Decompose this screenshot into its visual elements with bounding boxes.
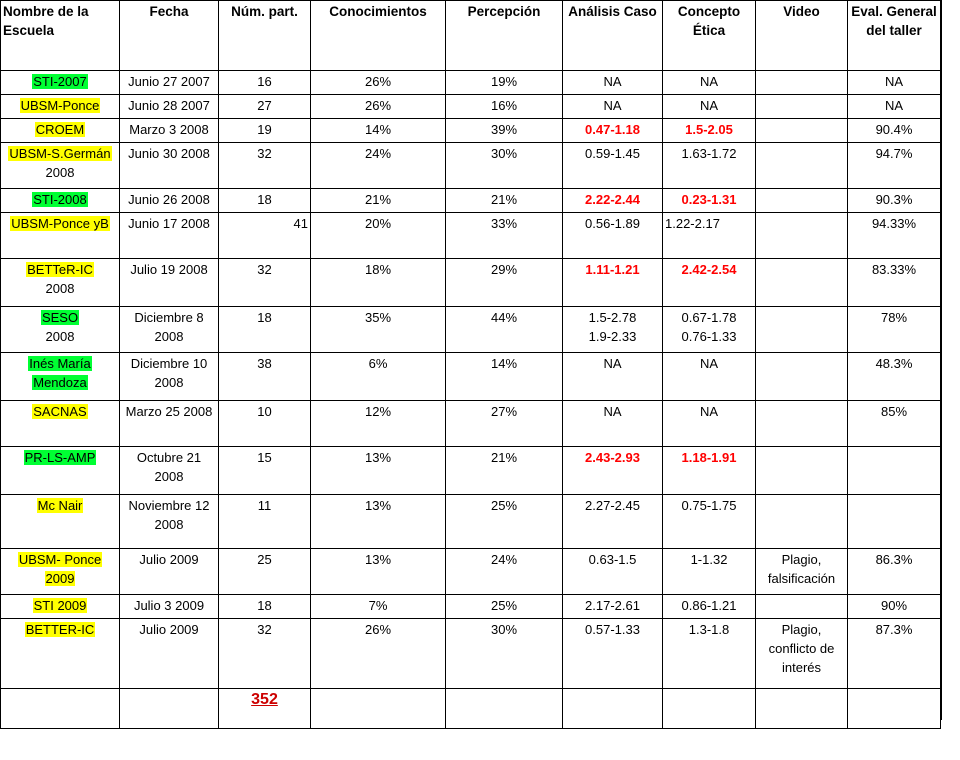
cell-date [120, 447, 219, 495]
cell-eval-general: 94.7% [848, 143, 941, 189]
cell-conocimientos: 18% [311, 259, 446, 307]
cell-line: Junio 27 2007 [128, 74, 210, 89]
cell-line: 2008 [154, 329, 184, 344]
header-video: Video [756, 1, 848, 71]
cell-line: 1.9-2.33 [588, 329, 637, 344]
school-name-line [3, 144, 117, 163]
school-name-text: Mendoza [33, 375, 87, 390]
cell-line: 2.43-2.93 [585, 450, 640, 465]
school-name-text: UBSM- Ponce [18, 552, 102, 567]
cell-date [120, 213, 219, 259]
school-name-text: 2008 [45, 329, 75, 344]
cell-line: 0.75-1.75 [681, 498, 737, 513]
cell-video [756, 95, 848, 119]
cell-empty [446, 689, 563, 729]
cell-line: Junio 30 2008 [128, 146, 210, 161]
cell-concepto-etica [663, 549, 756, 595]
cell-school [1, 447, 120, 495]
header-row [1, 1, 941, 71]
cell-line: Plagio, [781, 622, 822, 637]
cell-line: 2008 [154, 517, 184, 532]
school-name-line [3, 308, 117, 327]
cell-concepto-etica [663, 307, 756, 353]
cell-line: 0.67-1.78 [681, 310, 737, 325]
cell-num: 41 [219, 213, 311, 259]
cell-date [120, 189, 219, 213]
cell-concepto-etica [663, 259, 756, 307]
cell-video [756, 119, 848, 143]
cell-num: 38 [219, 353, 311, 401]
cell-conocimientos: 26% [311, 619, 446, 689]
cell-concepto-etica [663, 619, 756, 689]
cell-analisis-caso [563, 353, 663, 401]
cell-line: NA [699, 356, 719, 371]
cell-concepto-etica [663, 447, 756, 495]
cell-line: Marzo 25 2008 [125, 404, 213, 419]
school-name-line [3, 163, 117, 182]
cell-conocimientos: 13% [311, 447, 446, 495]
cell-conocimientos: 14% [311, 119, 446, 143]
cell-num: 11 [219, 495, 311, 549]
cell-conocimientos: 26% [311, 71, 446, 95]
cell-video [756, 353, 848, 401]
cell-total-participants [219, 689, 311, 729]
cell-line: NA [603, 404, 622, 419]
cell-line: Julio 2009 [139, 552, 199, 567]
cell-video [756, 189, 848, 213]
header-percepcion: Percepción [446, 1, 563, 71]
cell-num: 10 [219, 401, 311, 447]
cell-line: 2.17-2.61 [585, 598, 640, 613]
school-name-line [3, 327, 117, 346]
cell-empty [663, 689, 756, 729]
school-name-text: SACNAS [33, 404, 87, 419]
cell-line: Noviembre 12 [128, 498, 210, 513]
cell-eval-general: 83.33% [848, 259, 941, 307]
cell-line: falsificación [767, 571, 836, 586]
cell-conocimientos: 21% [311, 189, 446, 213]
cell-video [756, 495, 848, 549]
cell-line: 0.57-1.33 [585, 622, 640, 637]
cell-num: 32 [219, 143, 311, 189]
cell-analisis-caso [563, 401, 663, 447]
cell-line: 0.59-1.45 [585, 146, 640, 161]
cell-analisis-caso [563, 447, 663, 495]
school-name-text: 2009 [45, 571, 75, 586]
cell-line: Plagio, [781, 552, 822, 567]
school-name-line [3, 354, 117, 373]
cell-num: 32 [219, 619, 311, 689]
cell-analisis-caso [563, 95, 663, 119]
cell-percepcion: 21% [446, 447, 563, 495]
table-row [1, 71, 941, 95]
cell-line: Junio 17 2008 [128, 216, 210, 231]
cell-conocimientos: 35% [311, 307, 446, 353]
cell-eval-general [848, 447, 941, 495]
total-row [1, 689, 941, 729]
school-name-text: SESO [41, 310, 79, 325]
cell-line: conflicto de [768, 641, 835, 656]
cell-concepto-etica [663, 119, 756, 143]
cell-video [756, 307, 848, 353]
cell-num: 16 [219, 71, 311, 95]
cell-date [120, 353, 219, 401]
cell-conocimientos: 13% [311, 495, 446, 549]
cell-line: 0.23-1.31 [681, 192, 737, 207]
cell-school [1, 189, 120, 213]
cell-eval-general: NA [848, 71, 941, 95]
cell-conocimientos: 24% [311, 143, 446, 189]
school-name-line [3, 279, 117, 298]
cell-date [120, 495, 219, 549]
cell-line: Julio 3 2009 [133, 598, 205, 613]
cell-line: 2008 [154, 469, 184, 484]
cell-percepcion: 27% [446, 401, 563, 447]
school-name-text: STI 2009 [33, 598, 87, 613]
table-row [1, 307, 941, 353]
cell-percepcion: 29% [446, 259, 563, 307]
cell-line: Octubre 21 [136, 450, 202, 465]
cell-school [1, 495, 120, 549]
cell-concepto-etica [663, 213, 756, 259]
cell-line: 1.5-2.78 [588, 310, 637, 325]
cell-date [120, 549, 219, 595]
cell-concepto-etica [663, 189, 756, 213]
table-row [1, 213, 941, 259]
table-row [1, 189, 941, 213]
cell-percepcion: 16% [446, 95, 563, 119]
cell-eval-general: 90.4% [848, 119, 941, 143]
cell-video [756, 401, 848, 447]
cell-conocimientos: 6% [311, 353, 446, 401]
school-name-text: BETTER-IC [25, 622, 95, 637]
cell-concepto-etica [663, 353, 756, 401]
cell-line: NA [603, 98, 622, 113]
school-name-text: UBSM-Ponce [20, 98, 100, 113]
cell-line: 1-1.32 [690, 552, 728, 567]
cell-empty [848, 689, 941, 729]
cell-analisis-caso [563, 595, 663, 619]
table-row [1, 595, 941, 619]
cell-analisis-caso [563, 213, 663, 259]
cell-school [1, 95, 120, 119]
cell-analisis-caso [563, 71, 663, 95]
cell-eval-general: 90.3% [848, 189, 941, 213]
cell-conocimientos: 12% [311, 401, 446, 447]
cell-line: Julio 2009 [139, 622, 199, 637]
cell-line: 0.76-1.33 [681, 329, 737, 344]
cell-percepcion: 24% [446, 549, 563, 595]
table-row [1, 95, 941, 119]
cell-video [756, 447, 848, 495]
cell-eval-general: 85% [848, 401, 941, 447]
total-participants-value: 352 [251, 691, 278, 708]
cell-analisis-caso [563, 495, 663, 549]
cell-school [1, 401, 120, 447]
cell-concepto-etica [663, 143, 756, 189]
cell-line: 0.47-1.18 [585, 122, 640, 137]
cell-video [756, 143, 848, 189]
table-body [1, 71, 941, 729]
table-row [1, 119, 941, 143]
cell-num: 18 [219, 307, 311, 353]
school-name-text: CROEM [35, 122, 85, 137]
table-row [1, 353, 941, 401]
cell-eval-general: 90% [848, 595, 941, 619]
header-school: Nombre de la Escuela [1, 1, 120, 71]
cell-eval-general: NA [848, 95, 941, 119]
cell-eval-general: 48.3% [848, 353, 941, 401]
school-name-text: 2008 [45, 165, 75, 180]
cell-line: NA [699, 404, 719, 419]
cell-concepto-etica [663, 95, 756, 119]
cell-line: Diciembre 8 [134, 310, 204, 325]
cell-date [120, 401, 219, 447]
cell-video [756, 71, 848, 95]
school-name-line [3, 448, 117, 467]
school-name-line [3, 402, 117, 421]
cell-video [756, 619, 848, 689]
school-name-text: BETTeR-IC [27, 262, 93, 277]
table-row [1, 549, 941, 595]
cell-line: 0.86-1.21 [681, 598, 737, 613]
school-name-text: UBSM-Ponce yB [11, 216, 109, 231]
school-name-line [3, 190, 117, 209]
header-analisis-caso: Análisis Caso [563, 1, 663, 71]
header-concepto-etica: Concepto Ética [663, 1, 756, 71]
cell-school [1, 619, 120, 689]
school-name-line [3, 260, 117, 279]
header-conocimientos: Conocimientos [311, 1, 446, 71]
school-name-text: STI-2007 [33, 74, 87, 89]
school-name-text: Mc Nair [37, 498, 83, 513]
cell-school [1, 549, 120, 595]
cell-conocimientos: 7% [311, 595, 446, 619]
cell-school [1, 307, 120, 353]
cell-num: 18 [219, 189, 311, 213]
cell-empty [563, 689, 663, 729]
cell-concepto-etica [663, 495, 756, 549]
cell-num: 19 [219, 119, 311, 143]
cell-conocimientos: 13% [311, 549, 446, 595]
school-name-text: PR-LS-AMP [24, 450, 96, 465]
cell-percepcion: 19% [446, 71, 563, 95]
cell-line: Marzo 3 2008 [129, 122, 209, 137]
cell-num: 25 [219, 549, 311, 595]
cell-line: 1.11-1.21 [585, 262, 640, 277]
table-row [1, 259, 941, 307]
cell-line: NA [699, 98, 719, 113]
cell-line: 1.22-2.17 [665, 216, 720, 231]
cell-line: 1.63-1.72 [681, 146, 737, 161]
cell-analisis-caso [563, 259, 663, 307]
cell-line: 1.18-1.91 [681, 450, 737, 465]
cell-percepcion: 44% [446, 307, 563, 353]
school-name-line [3, 496, 117, 515]
cell-analisis-caso [563, 619, 663, 689]
cell-percepcion: 30% [446, 143, 563, 189]
cell-eval-general: 87.3% [848, 619, 941, 689]
cell-video [756, 213, 848, 259]
cell-date [120, 619, 219, 689]
table-row [1, 619, 941, 689]
cell-num: 27 [219, 95, 311, 119]
cell-percepcion: 14% [446, 353, 563, 401]
school-name-line [3, 96, 117, 115]
cell-line: Junio 26 2008 [128, 192, 210, 207]
cell-date [120, 595, 219, 619]
cell-date [120, 95, 219, 119]
cell-line: NA [603, 74, 622, 89]
school-name-text: UBSM-S.Germán [9, 146, 111, 161]
cell-empty [1, 689, 120, 729]
cell-line: NA [603, 356, 622, 371]
school-name-line [3, 569, 117, 588]
cell-school [1, 119, 120, 143]
cell-eval-general: 86.3% [848, 549, 941, 595]
cell-empty [756, 689, 848, 729]
cell-concepto-etica [663, 401, 756, 447]
school-name-text: Inés María [29, 356, 91, 371]
school-name-line [3, 620, 117, 639]
cell-line: 0.56-1.89 [585, 216, 640, 231]
header-date: Fecha [120, 1, 219, 71]
cell-num: 18 [219, 595, 311, 619]
school-name-text: STI-2008 [33, 192, 87, 207]
cell-line: interés [781, 660, 822, 675]
header-eval-general: Eval. General del taller [848, 1, 941, 71]
cell-line: 2008 [154, 375, 184, 390]
school-name-line [3, 596, 117, 615]
cell-video [756, 595, 848, 619]
cell-analisis-caso [563, 189, 663, 213]
right-border-line [940, 0, 942, 720]
cell-school [1, 259, 120, 307]
cell-video [756, 549, 848, 595]
cell-line: 0.63-1.5 [588, 552, 637, 567]
table-row [1, 495, 941, 549]
cell-analisis-caso [563, 143, 663, 189]
table-row [1, 401, 941, 447]
cell-percepcion: 25% [446, 495, 563, 549]
cell-concepto-etica [663, 71, 756, 95]
cell-percepcion: 39% [446, 119, 563, 143]
cell-date [120, 143, 219, 189]
cell-eval-general: 78% [848, 307, 941, 353]
cell-line: 2.22-2.44 [585, 192, 640, 207]
school-name-line [3, 373, 117, 392]
cell-line: Diciembre 10 [130, 356, 208, 371]
cell-analisis-caso [563, 549, 663, 595]
school-name-line [3, 550, 117, 569]
cell-empty [120, 689, 219, 729]
cell-empty [311, 689, 446, 729]
cell-percepcion: 30% [446, 619, 563, 689]
cell-percepcion: 33% [446, 213, 563, 259]
school-name-line [3, 72, 117, 91]
cell-line: 2.42-2.54 [681, 262, 737, 277]
cell-line: 1.5-2.05 [685, 122, 733, 137]
cell-line: 1.3-1.8 [688, 622, 730, 637]
cell-percepcion: 25% [446, 595, 563, 619]
cell-num: 15 [219, 447, 311, 495]
cell-line: Junio 28 2007 [128, 98, 210, 113]
cell-date [120, 71, 219, 95]
cell-line: NA [699, 74, 719, 89]
school-name-line [3, 120, 117, 139]
cell-school [1, 143, 120, 189]
table-row [1, 447, 941, 495]
cell-conocimientos: 26% [311, 95, 446, 119]
cell-line: Julio 19 2008 [130, 262, 208, 277]
cell-date [120, 259, 219, 307]
cell-eval-general: 94.33% [848, 213, 941, 259]
header-num: Núm. part. [219, 1, 311, 71]
school-name-text: 2008 [45, 281, 75, 296]
cell-eval-general [848, 495, 941, 549]
cell-analisis-caso [563, 119, 663, 143]
cell-conocimientos: 20% [311, 213, 446, 259]
cell-concepto-etica [663, 595, 756, 619]
cell-date [120, 119, 219, 143]
cell-analisis-caso [563, 307, 663, 353]
school-name-line [3, 214, 117, 233]
cell-date [120, 307, 219, 353]
cell-school [1, 213, 120, 259]
cell-school [1, 353, 120, 401]
table-row [1, 143, 941, 189]
cell-school [1, 595, 120, 619]
cell-num: 32 [219, 259, 311, 307]
cell-line: 2.27-2.45 [585, 498, 640, 513]
cell-video [756, 259, 848, 307]
cell-school [1, 71, 120, 95]
cell-percepcion: 21% [446, 189, 563, 213]
